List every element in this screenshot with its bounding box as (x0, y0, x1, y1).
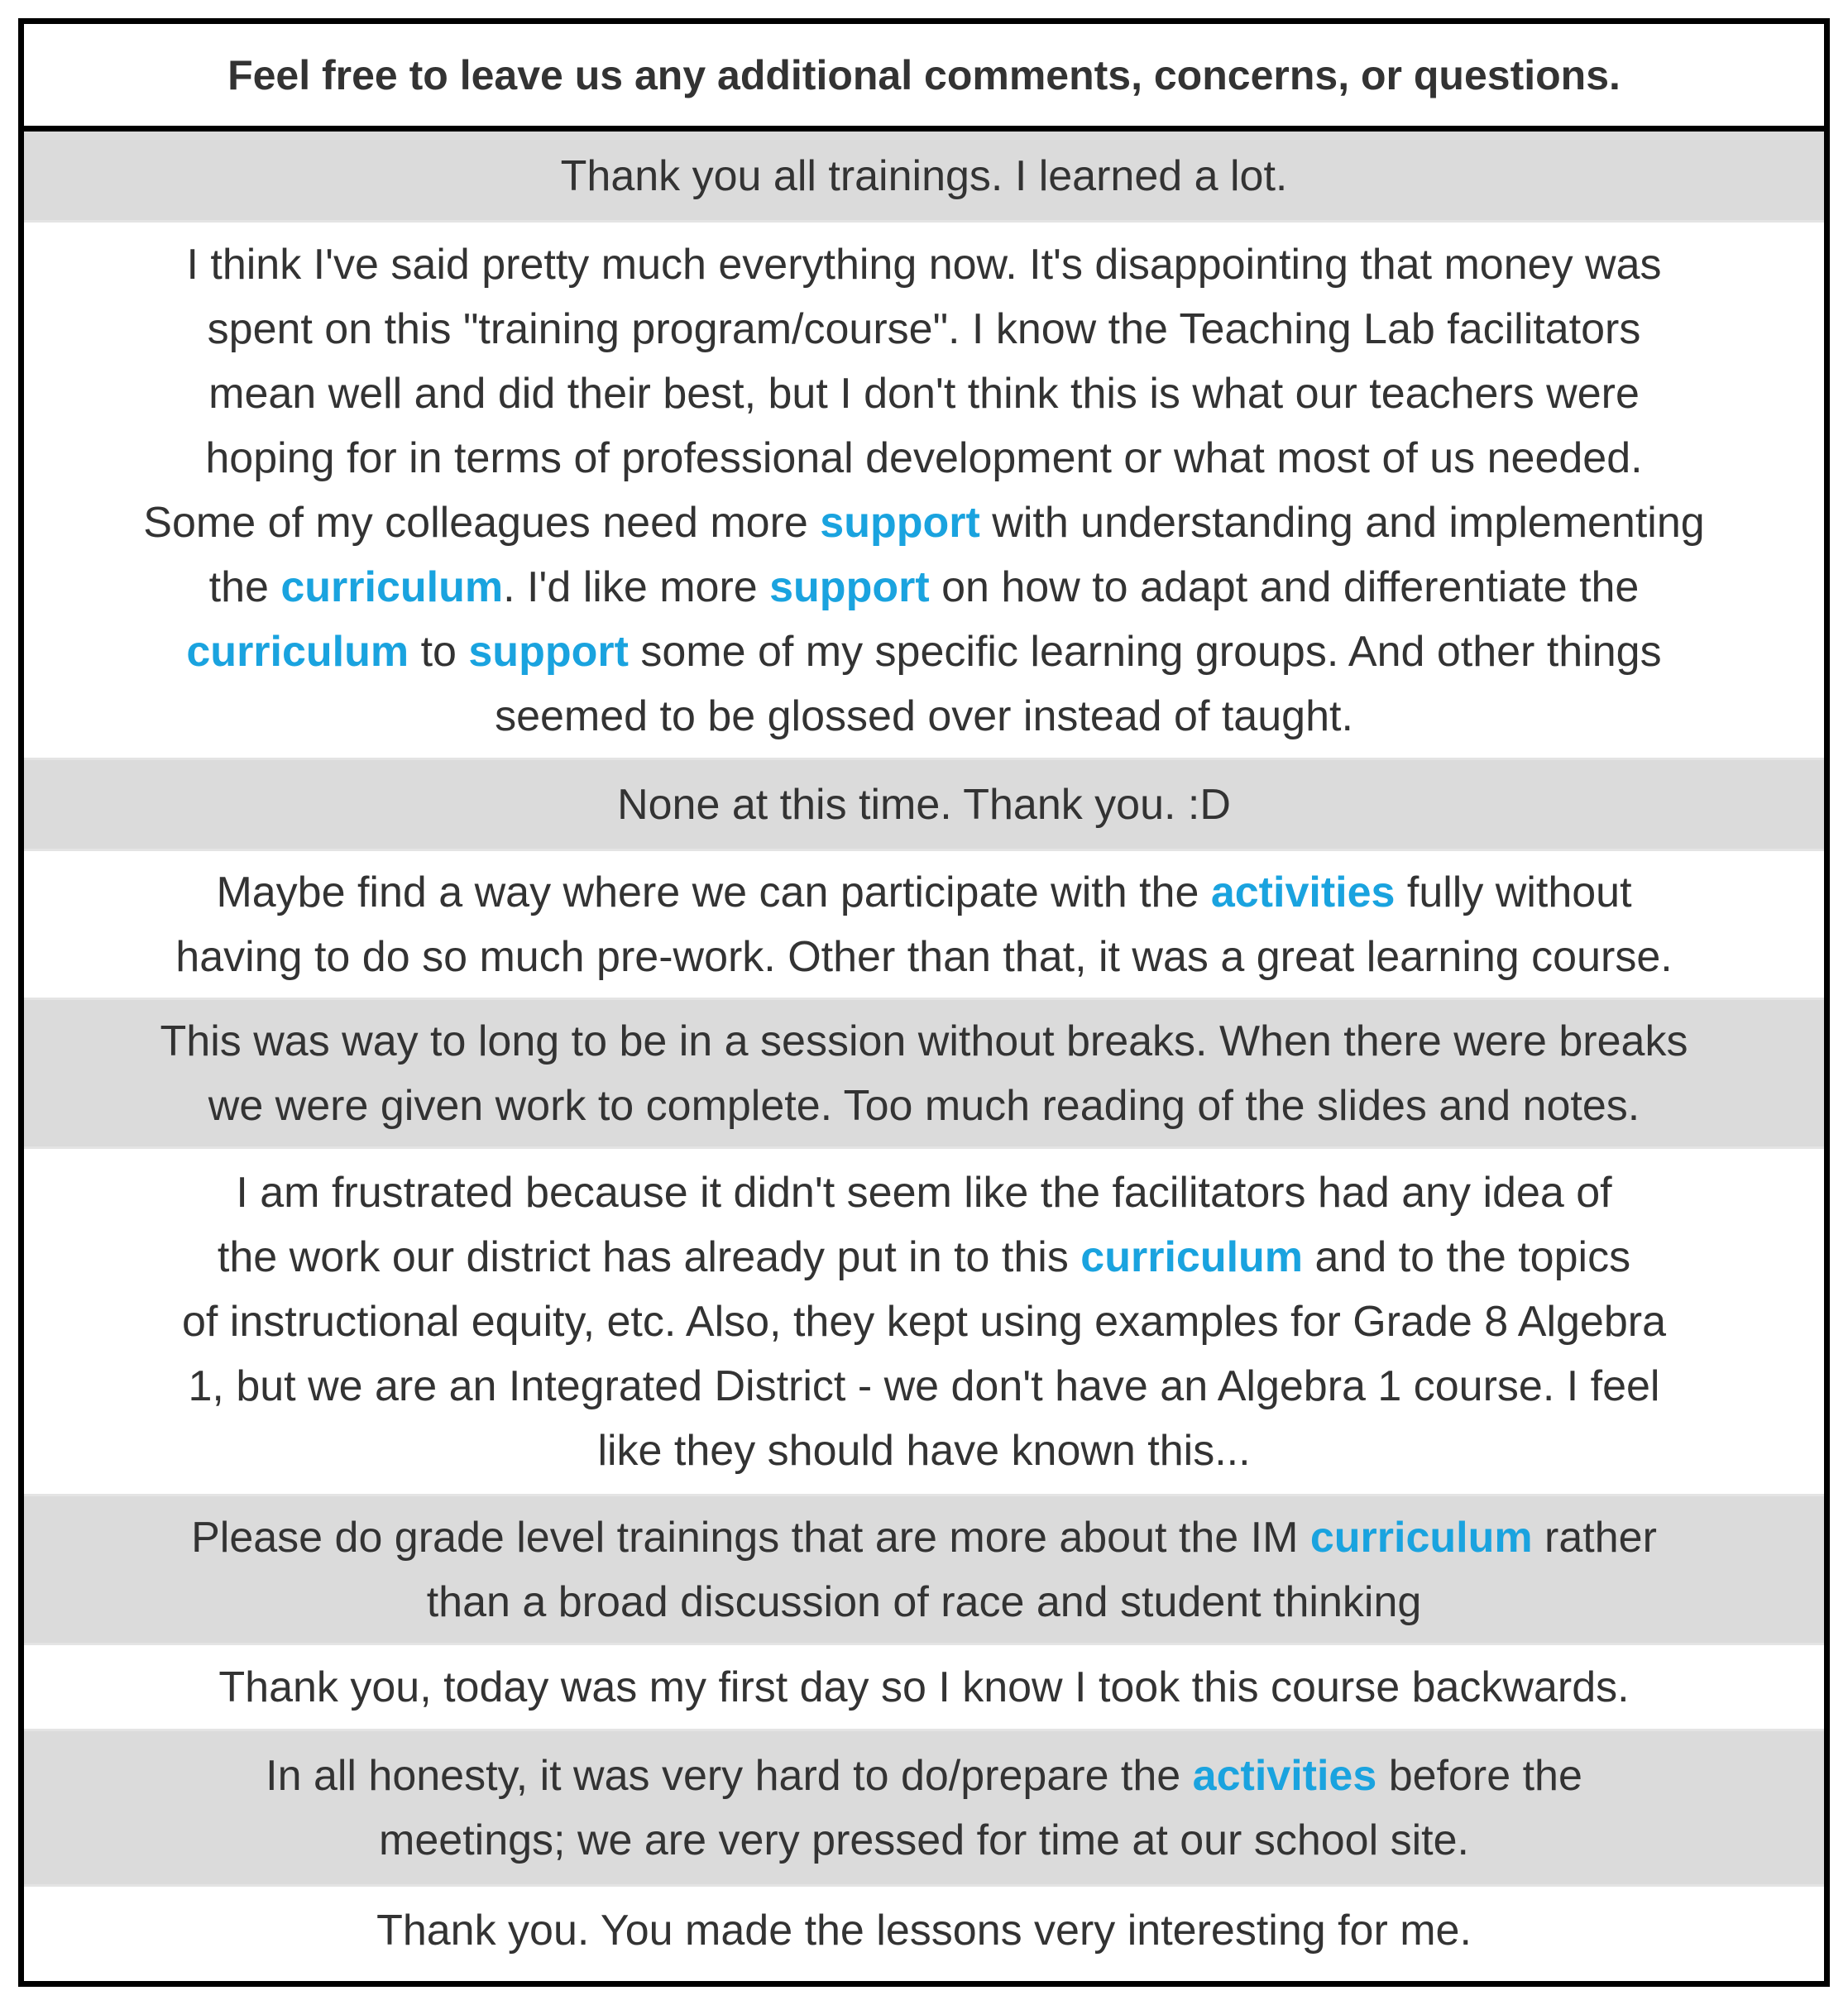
highlighted-keyword: support (468, 627, 629, 676)
comment-segment: I think I've said pretty much everything now. It's disappointing that money was (186, 240, 1662, 289)
comments-table (18, 18, 1830, 1987)
comment-segment: hoping for in terms of professional development or what most of us needed. (205, 433, 1643, 482)
comment-line (41, 297, 1807, 361)
comment-line (41, 1354, 1807, 1419)
comment-line (41, 1744, 1807, 1808)
comment-segment: I am frustrated because it didn't seem like the facilitators had any idea of (236, 1168, 1612, 1217)
comment-line (41, 860, 1807, 925)
comment-line (41, 1505, 1807, 1570)
comment-segment: meetings; we are very pressed for time at our school site. (379, 1816, 1469, 1864)
comment-text (41, 773, 1807, 837)
comment-segment: to (409, 627, 469, 676)
highlighted-keyword: support (769, 562, 930, 611)
comment-row (24, 223, 1824, 760)
comment-row (24, 132, 1824, 223)
comment-segment: we were given work to complete. Too much reading of the slides and notes. (208, 1081, 1640, 1130)
comment-segment: Thank you all trainings. I learned a lot. (560, 151, 1288, 200)
comment-line (41, 1570, 1807, 1634)
comment-segment: None at this time. Thank you. :D (617, 780, 1231, 829)
comment-line (41, 1808, 1807, 1873)
comment-line (41, 490, 1807, 555)
comment-row (24, 760, 1824, 851)
comment-line (41, 361, 1807, 426)
comment-text (41, 1655, 1807, 1720)
comment-segment: Please do grade level trainings that are more about the IM (191, 1513, 1310, 1562)
comment-line (41, 925, 1807, 989)
comment-segment: of instructional equity, etc. Also, they kept using examples for Grade 8 Algebra (181, 1297, 1667, 1346)
comment-segment: having to do so much pre-work. Other than that, it was a great learning course. (175, 932, 1673, 981)
comment-segment: rather (1532, 1513, 1657, 1562)
comment-text (41, 1505, 1807, 1634)
comment-segment: before the (1376, 1751, 1582, 1800)
comment-line (41, 426, 1807, 490)
comment-line (41, 144, 1807, 208)
comment-row (24, 851, 1824, 1000)
comment-text (41, 1160, 1807, 1483)
comment-segment: and to the topics (1303, 1232, 1631, 1281)
comment-line (41, 1419, 1807, 1483)
table-header (24, 24, 1824, 132)
comment-segment: Thank you, today was my first day so I know I took this course backwards. (218, 1663, 1630, 1711)
comment-text (41, 860, 1807, 989)
comment-line (41, 1898, 1807, 1963)
comment-row (24, 1731, 1824, 1887)
highlighted-keyword: curriculum (280, 562, 504, 611)
header-title: Feel free to leave us any additional comments, concerns, or questions. (227, 51, 1621, 98)
comment-segment: fully without (1395, 868, 1632, 916)
comment-line (41, 232, 1807, 297)
comment-segment: Some of my colleagues need more (143, 498, 821, 547)
comment-segment: 1, but we are an Integrated District - we don't have an Algebra 1 course. I feel (188, 1361, 1660, 1410)
comment-segment: the work our district has already put in to this (217, 1232, 1081, 1281)
comment-line (41, 1290, 1807, 1354)
comment-segment: like they should have known this... (597, 1426, 1251, 1475)
comment-line (41, 1160, 1807, 1225)
comment-segment: the (208, 562, 281, 611)
comments-list (24, 132, 1824, 1981)
comment-segment: with understanding and implementing (979, 498, 1705, 547)
comment-line (41, 684, 1807, 749)
comment-segment: This was way to long to be in a session without breaks. When there were breaks (160, 1017, 1688, 1065)
comment-segment: Thank you. You made the lessons very interesting for me. (376, 1907, 1472, 1955)
comment-row (24, 1149, 1824, 1496)
comment-text (41, 1898, 1807, 1963)
comment-segment: on how to adapt and differentiate the (929, 562, 1640, 611)
comment-segment: In all honesty, it was very hard to do/prepare the (266, 1751, 1193, 1800)
highlighted-keyword: activities (1192, 1751, 1377, 1800)
comment-line (41, 1009, 1807, 1074)
highlighted-keyword: curriculum (186, 627, 409, 676)
comment-segment: . I'd like more (503, 562, 770, 611)
comment-segment: Maybe find a way where we can participate with the (216, 868, 1211, 916)
comment-segment: some of my specific learning groups. And other things (628, 627, 1662, 676)
comment-line (41, 1655, 1807, 1720)
comment-row (24, 1887, 1824, 1974)
comment-row (24, 1496, 1824, 1645)
comment-segment: seemed to be glossed over instead of taught. (495, 691, 1353, 740)
highlighted-keyword: activities (1210, 868, 1396, 916)
comment-line (41, 1225, 1807, 1290)
comment-segment: than a broad discussion of race and student thinking (426, 1577, 1422, 1626)
comment-text (41, 1009, 1807, 1138)
comment-text (41, 232, 1807, 749)
comment-line (41, 773, 1807, 837)
comment-line (41, 1074, 1807, 1138)
comment-text (41, 1744, 1807, 1873)
comment-segment: spent on this "training program/course". I know the Teaching Lab facilitators (207, 304, 1641, 353)
highlighted-keyword: curriculum (1080, 1232, 1304, 1281)
highlighted-keyword: support (820, 498, 980, 547)
comment-text (41, 144, 1807, 208)
comment-segment: mean well and did their best, but I don't think this is what our teachers were (208, 369, 1640, 418)
highlighted-keyword: curriculum (1309, 1513, 1533, 1562)
comment-line (41, 620, 1807, 684)
comment-row (24, 1000, 1824, 1149)
comment-line (41, 555, 1807, 620)
comment-row (24, 1645, 1824, 1731)
